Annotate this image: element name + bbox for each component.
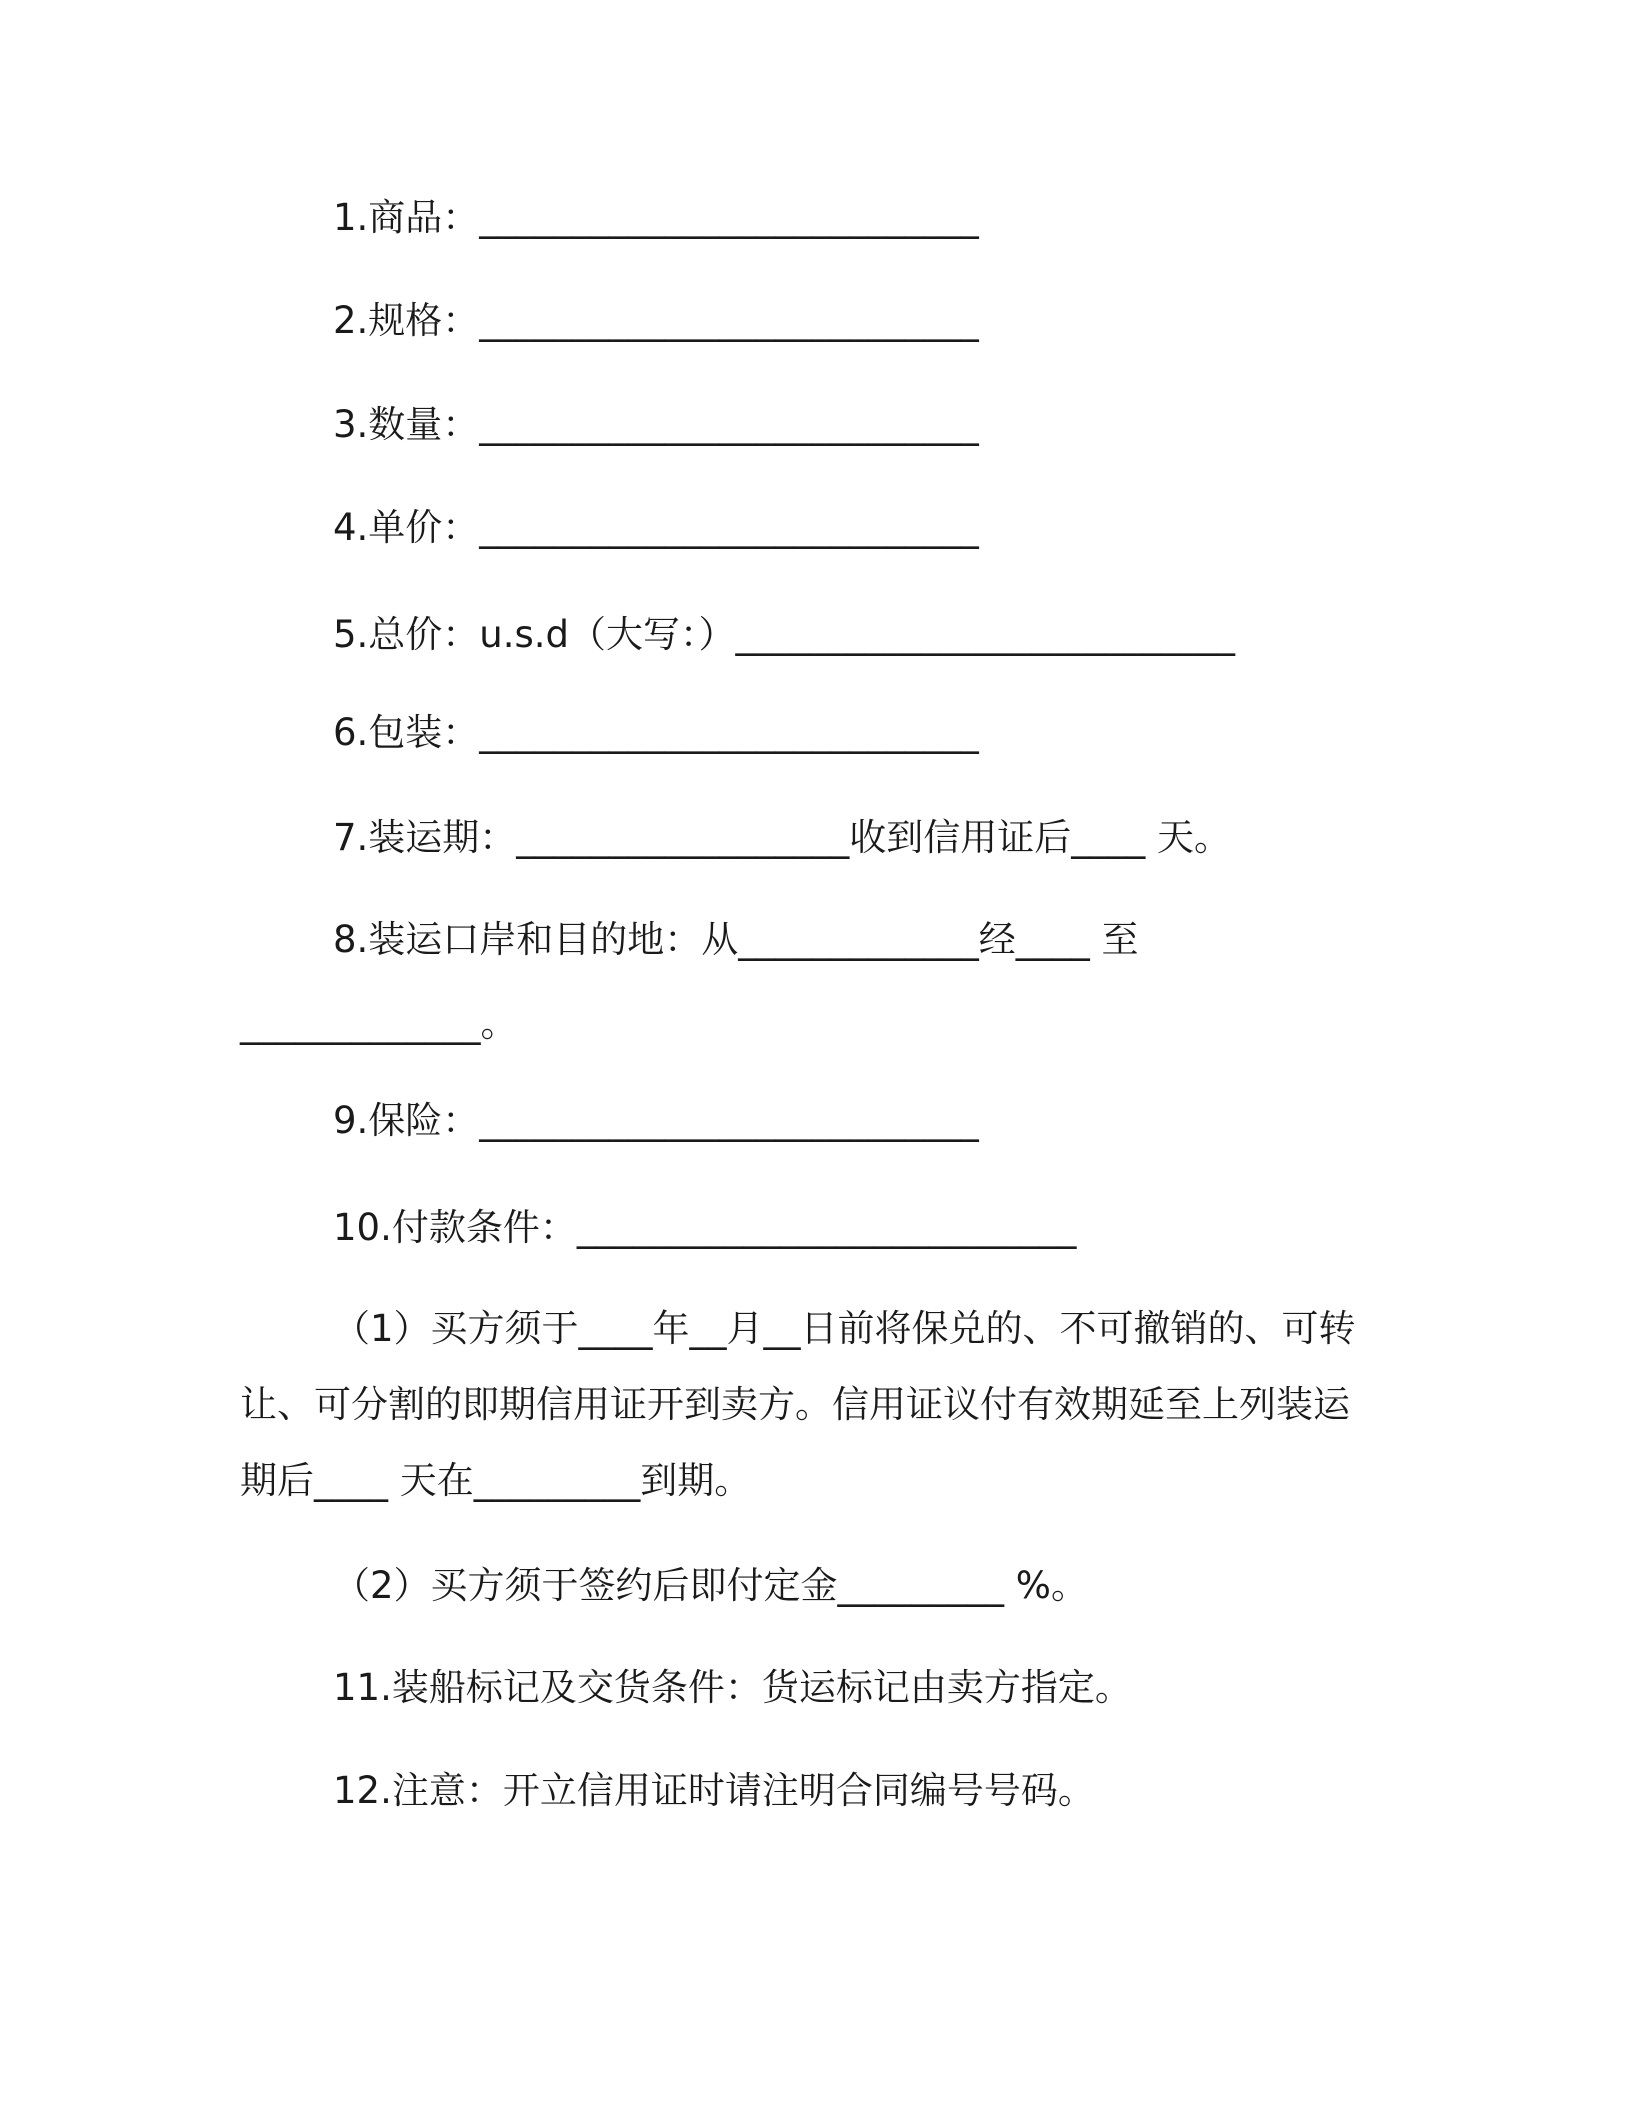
clause-2-specification: 2.规格：___________________________ bbox=[333, 299, 979, 342]
clause-8-port-line-2: _____________。 bbox=[240, 1002, 518, 1045]
clause-10-sub-1-line-3: 期后____ 天在_________到期。 bbox=[240, 1459, 752, 1502]
clause-6-packing: 6.包装：___________________________ bbox=[333, 711, 979, 754]
clause-4-unit-price: 4.单价：___________________________ bbox=[333, 506, 979, 549]
clause-10-sub-2: （2）买方须于签约后即付定金_________ %。 bbox=[333, 1564, 1088, 1607]
clause-11-marks: 11.装船标记及交货条件：货运标记由卖方指定。 bbox=[333, 1666, 1132, 1709]
clause-3-quantity: 3.数量：___________________________ bbox=[333, 403, 979, 446]
clause-10-sub-1-line-2: 让、可分割的即期信用证开到卖方。信用证议付有效期延至上列装运 bbox=[240, 1383, 1350, 1426]
clause-8-port-line-1: 8.装运口岸和目的地：从_____________经____ 至 bbox=[333, 918, 1139, 961]
clause-5-total-price: 5.总价：u.s.d（大写：）___________________________ bbox=[333, 613, 1236, 656]
clause-1-goods: 1.商品：___________________________ bbox=[333, 196, 979, 239]
clause-7-shipment: 7.装运期：__________________收到信用证后____ 天。 bbox=[333, 816, 1232, 859]
clause-9-insurance: 9.保险：___________________________ bbox=[333, 1099, 979, 1142]
clause-10-payment-terms: 10.付款条件：___________________________ bbox=[333, 1206, 1077, 1249]
clause-10-sub-1-line-1: （1）买方须于____年__月__日前将保兑的、不可撤销的、可转 bbox=[333, 1307, 1356, 1350]
clause-12-note: 12.注意：开立信用证时请注明合同编号号码。 bbox=[333, 1769, 1095, 1812]
